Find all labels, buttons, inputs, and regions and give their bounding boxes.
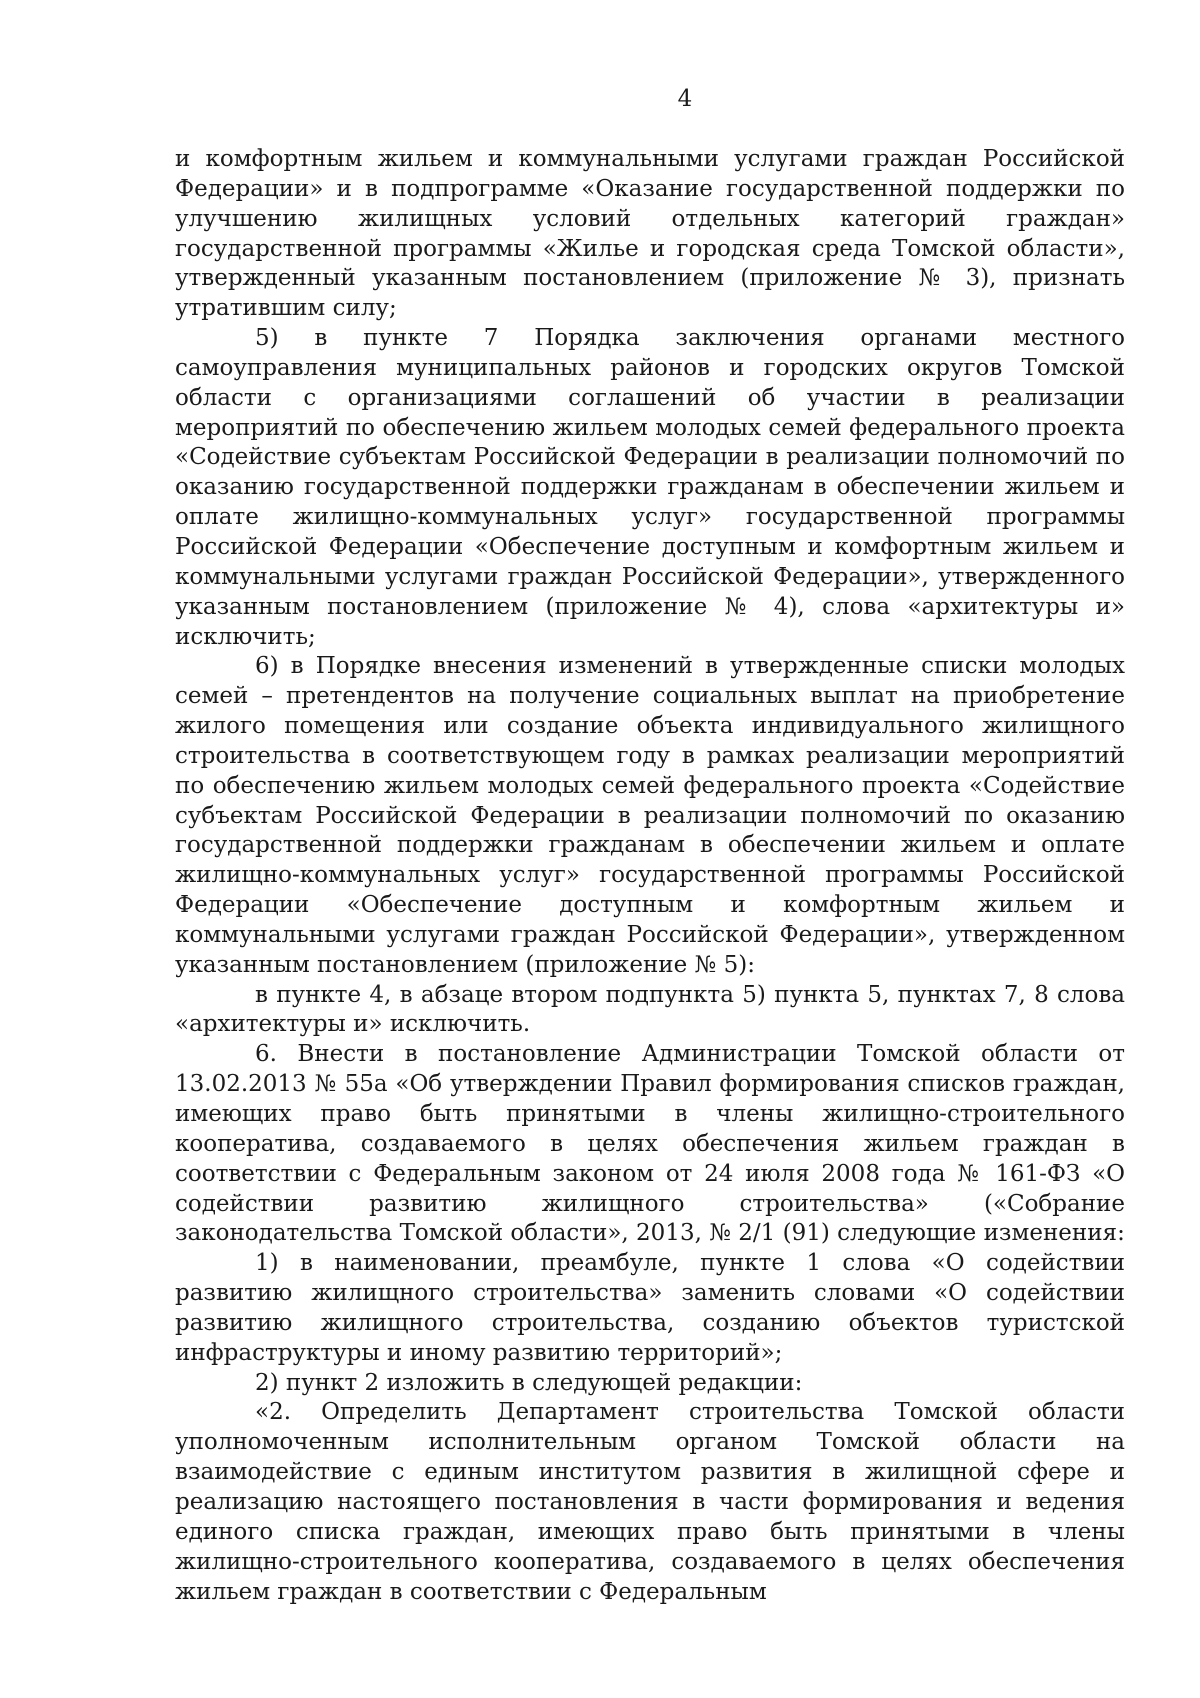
paragraph-section-6: 6. Внести в постановление Администрации Томской области от 13.02.2013 № 55а «Об утверждении Правил формирования списков граждан, имеющих право быть принятыми в члены жилищно-строительного кооператива, создаваемого в целях обеспечения жильем граждан в соответствии с Федеральным законом от 24 июля 2008 года № 161-ФЗ «О содействии развитию жилищного строительства» («Собрание законодательства Томской области», 2013, № 2/1 (91) следующие изменения: (175, 1041, 1125, 1247)
paragraph-item-6-detail: в пункте 4, в абзаце втором подпункта 5) пункта 5, пунктах 7, 8 слова «архитектуры и» исключить. (175, 981, 1125, 1038)
document-body (175, 145, 1125, 1607)
paragraph-quoted-item-2: «2. Определить Департамент строительства Томской области уполномоченным исполнительным органом Томской области на взаимодействие с единым институтом развития в жилищной сфере и реализацию настоящего постановления в части формирования и ведения единого списка граждан, имеющих право быть принятыми в члены жилищно-строительного кооператива, создаваемого в целях обеспечения жильем граждан в соответствии с Федеральным (175, 1399, 1125, 1605)
paragraph-item-5: 5) в пункте 7 Порядка заключения органами местного самоуправления муниципальных районов и городских округов Томской области с организациями соглашений об участии в реализации мероприятий по обеспечению жильем молодых семей федерального проекта «Содействие субъектам Российской Федерации в реализации полномочий по оказанию государственной поддержки гражданам в обеспечении жильем и оплате жилищно-коммунальных услуг» государственной программы Российской Федерации «Обеспечение доступным и комфортным жильем и коммунальными услугами граждан Российской Федерации», утвержденного указанным постановлением (приложение № 4), слова «архитектуры и» исключить; (175, 325, 1125, 650)
paragraph-continuation: и комфортным жильем и коммунальными услугами граждан Российской Федерации» и в подпрограмме «Оказание государственной поддержки по улучшению жилищных условий отдельных категорий граждан» государственной программы «Жилье и городская среда Томской области», утвержденный указанным постановлением (приложение № 3), признать утратившим силу; (175, 146, 1125, 322)
page-number: 4 (677, 86, 693, 112)
paragraph-item-6: 6) в Порядке внесения изменений в утвержденные списки молодых семей – претендентов на получение социальных выплат на приобретение жилого помещения или создание объекта индивидуального жилищного строительства в соответствующем году в рамках реализации мероприятий по обеспечению жильем молодых семей федерального проекта «Содействие субъектам Российской Федерации в реализации полномочий по оказанию государственной поддержки гражданам в обеспечении жильем и оплате жилищно-коммунальных услуг» государственной программы Российской Федерации «Обеспечение доступным и комфортным жильем и коммунальными услугами граждан Российской Федерации», утвержденном указанным постановлением (приложение № 5): (175, 653, 1125, 978)
paragraph-subitem-1: 1) в наименовании, преамбуле, пункте 1 слова «О содействии развитию жилищного строительства» заменить словами «О содействии развитию жилищного строительства, созданию объектов туристской инфраструктуры и иному развитию территорий»; (175, 1250, 1125, 1366)
paragraph-subitem-2: 2) пункт 2 изложить в следующей редакции: (255, 1369, 803, 1396)
